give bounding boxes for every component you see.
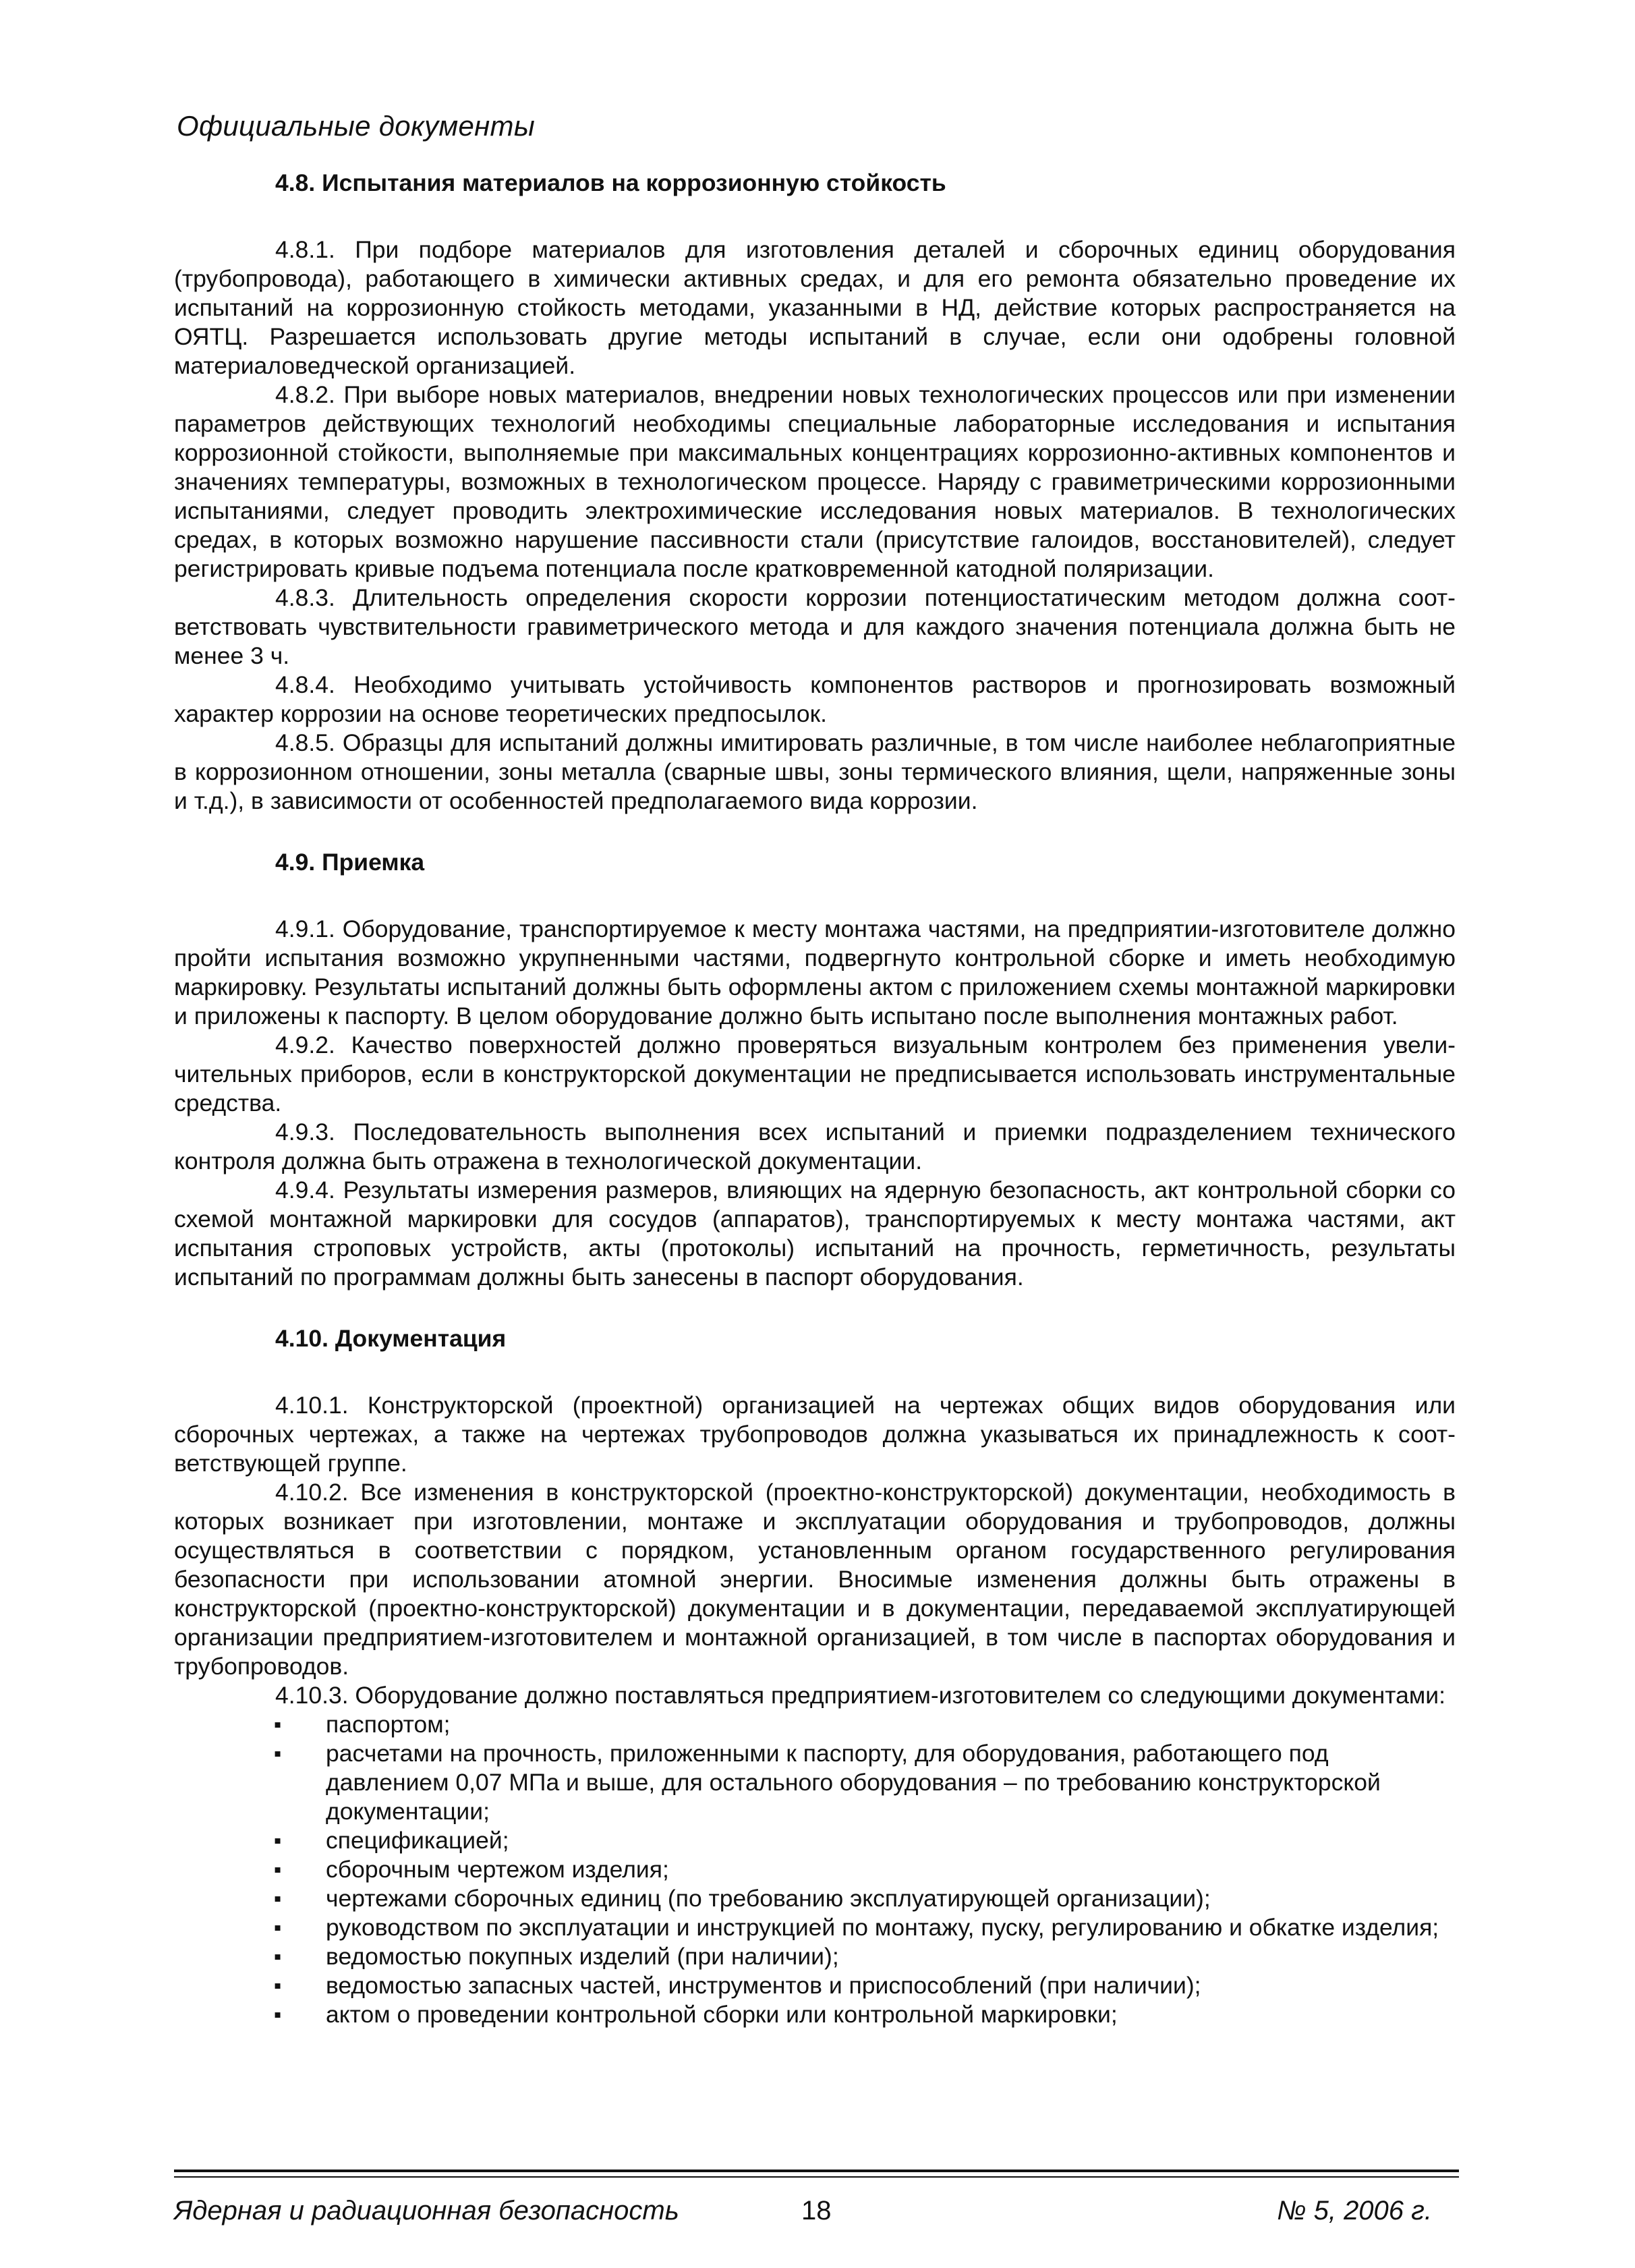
paragraph-4-9-2: 4.9.2. Качество поверхностей должно проверяться визуальным контролем без применения увеличительных приборов, если в конструкторской документации не предписывается использовать инструментальные средства. [174,1031,1456,1116]
journal-title: Ядерная и радиационная безопасность [174,2196,679,2226]
bullet-icon: ▪ [274,1857,282,1881]
list-item-text: спецификацией; [326,1827,509,1854]
list-item-text: актом о проведении контрольной сборки или контрольной маркировки; [326,2001,1118,2028]
list-item [174,1913,1456,1942]
list-item-text: расчетами на прочность, приложенными к паспорту, для оборудования, работающего под давлением 0,07 МПа и выше, для остального оборудования – по требованию конструкторской документации; [326,1740,1381,1825]
paragraph-4-10-1: 4.10.1. Конструкторской (проектной) организацией на чертежах общих видов оборудования или сборочных чертежах, а также на чертежах трубопроводов должна указываться их принадлежность к соответствующей группе. [174,1392,1456,1477]
running-header: Официальные документы [177,110,536,142]
section-spacer [174,1292,1456,1324]
list-item-text: сборочным чертежом изделия; [326,1856,669,1883]
list-item [174,1942,1456,1971]
paragraph-4-8-2: 4.8.2. При выборе новых материалов, внедрении новых технологических процессов или при изменении параметров действующих технологий необходимы специальные лабораторные исследования и испытания коррозионной стойкости, выполняемые при максимальных концентрациях коррозионно-активных компонентов и значениях температуры, возможных в технологическом процессе. Наряду с гравиметрическими коррозионными испытаниями, следует проводить электрохимические исследования новых материалов. В технологических средах, в которых возможно нарушение пассивности стали (присутствие галоидов, восстановителей), следует регистрировать кривые подъема потенциала после кратковременной катодной поляризации. [174,381,1456,582]
bullet-icon: ▪ [274,1712,282,1736]
paragraph-4-8-1: 4.8.1. При подборе материалов для изготовления деталей и сборочных единиц оборудования (трубопровода), работающего в химически активных средах, и для его ремонта обязательно проведение их испытаний на коррозионную стойкость методами, указанными в НД, действие которых распространяется на ОЯТЦ. Разрешается использовать другие методы испытаний в случае, если они одобрены головной материаловедческой организацией. [174,236,1456,379]
bullet-icon: ▪ [274,1944,282,1968]
section-heading: 4.9. Приемка [275,849,425,876]
paragraph-4-8-3: 4.8.3. Длительность определения скорости коррозии потенциостатическим методом должна соответствовать чувствительности гравиметрического метода и для каждого значения потенциала должна быть не менее 3 ч. [174,584,1456,669]
paragraph-4-9-1: 4.9.1. Оборудование, транспортируемое к месту монтажа частями, на предприятии-изготовителе должно пройти испытания возможно укрупненными частями, подвергнуто контрольной сборке и иметь необходимую маркировку. Результаты испытаний должны быть оформлены актом с приложением схемы монтажной маркировки и приложены к паспорту. В целом оборудование должно быть испытано после выполнения монтажных работ. [174,915,1456,1029]
paragraph-4-9-4: 4.9.4. Результаты измерения размеров, влияющих на ядерную безопасность, акт контрольной сборки со схемой монтажной маркировки для сосудов (аппаратов), транспортируемых к месту монтажа частями, акт испытания строповых устройств, акты (протоколы) испытаний на прочность, герметичность, результаты испытаний по программам должны быть занесены в паспорт оборудования. [174,1176,1456,1291]
paragraph-4-10-2: 4.10.2. Все изменения в конструкторской (проектно-конструкторской) документации, необходимость в которых возникает при изготовлении, монтаже и эксплуатации оборудования и трубопроводов, должны осуществляться в соответствии с порядком, установленным органом государственного регулирования безопасности при использовании атомной энергии. Вносимые изменения должны быть отражены в конструкторской (проектно-конструкторской) документации и в документации, передаваемой эксплуатирующей организации предприятием-изготовителем и монтажной организацией, в том числе в паспортах оборудования и трубопроводов. [174,1479,1456,1680]
list-item [174,1884,1456,1913]
bullet-icon: ▪ [274,1828,282,1852]
paragraph-4-10-3: 4.10.3. Оборудование должно поставляться предприятием-изготовителем со следующими документами: [275,1682,1445,1709]
page-number: 18 [801,2196,832,2226]
document-body [174,169,1456,2029]
paragraph-4-8-5: 4.8.5. Образцы для испытаний должны имитировать различные, в том числе наиболее неблагоприятные в коррозионном отношении, зоны металла (сварные швы, зоны термического влияния, щели, напряженные зоны и т.д.), в зависимости от особенностей предполагаемого вида коррозии. [174,729,1456,814]
list-item [174,2000,1456,2029]
section-4-10 [174,1324,1456,2029]
list-item-text: паспортом; [326,1711,451,1738]
section-spacer [174,816,1456,848]
section-4-9 [174,848,1456,1292]
list-item-text: руководством по эксплуатации и инструкцией по монтажу, пуску, регулированию и обкатке изделия; [326,1914,1439,1941]
section-4-8 [174,169,1456,816]
bullet-icon: ▪ [274,1741,282,1765]
list-item [174,1710,1456,1739]
list-item [174,1826,1456,1855]
paragraph-4-8-4: 4.8.4. Необходимо учитывать устойчивость компонентов растворов и прогнозировать возможный характер коррозии на основе теоретических предпосылок. [174,671,1456,727]
issue-number: № 5, 2006 г. [1277,2196,1432,2226]
footer-rule [174,2176,1459,2178]
bullet-icon: ▪ [274,1915,282,1939]
paragraph-4-9-3: 4.9.3. Последовательность выполнения всех испытаний и приемки подразделением технического контроля должна быть отражена в технологической документации. [174,1118,1456,1174]
footer-rule [174,2170,1459,2172]
documents-list [174,1710,1456,2029]
bullet-icon: ▪ [274,1973,282,1997]
bullet-icon: ▪ [274,2002,282,2026]
list-item-text: ведомостью покупных изделий (при наличии); [326,1943,839,1970]
list-item [174,1971,1456,2000]
section-heading: 4.10. Документация [275,1325,507,1352]
list-item [174,1855,1456,1884]
list-item-text: ведомостью запасных частей, инструментов и приспособлений (при наличии); [326,1972,1201,1999]
list-item-text: чертежами сборочных единиц (по требованию эксплуатирующей организации); [326,1885,1211,1912]
list-item [174,1739,1456,1826]
section-heading: 4.8. Испытания материалов на коррозионную стойкость [275,169,946,196]
bullet-icon: ▪ [274,1886,282,1910]
